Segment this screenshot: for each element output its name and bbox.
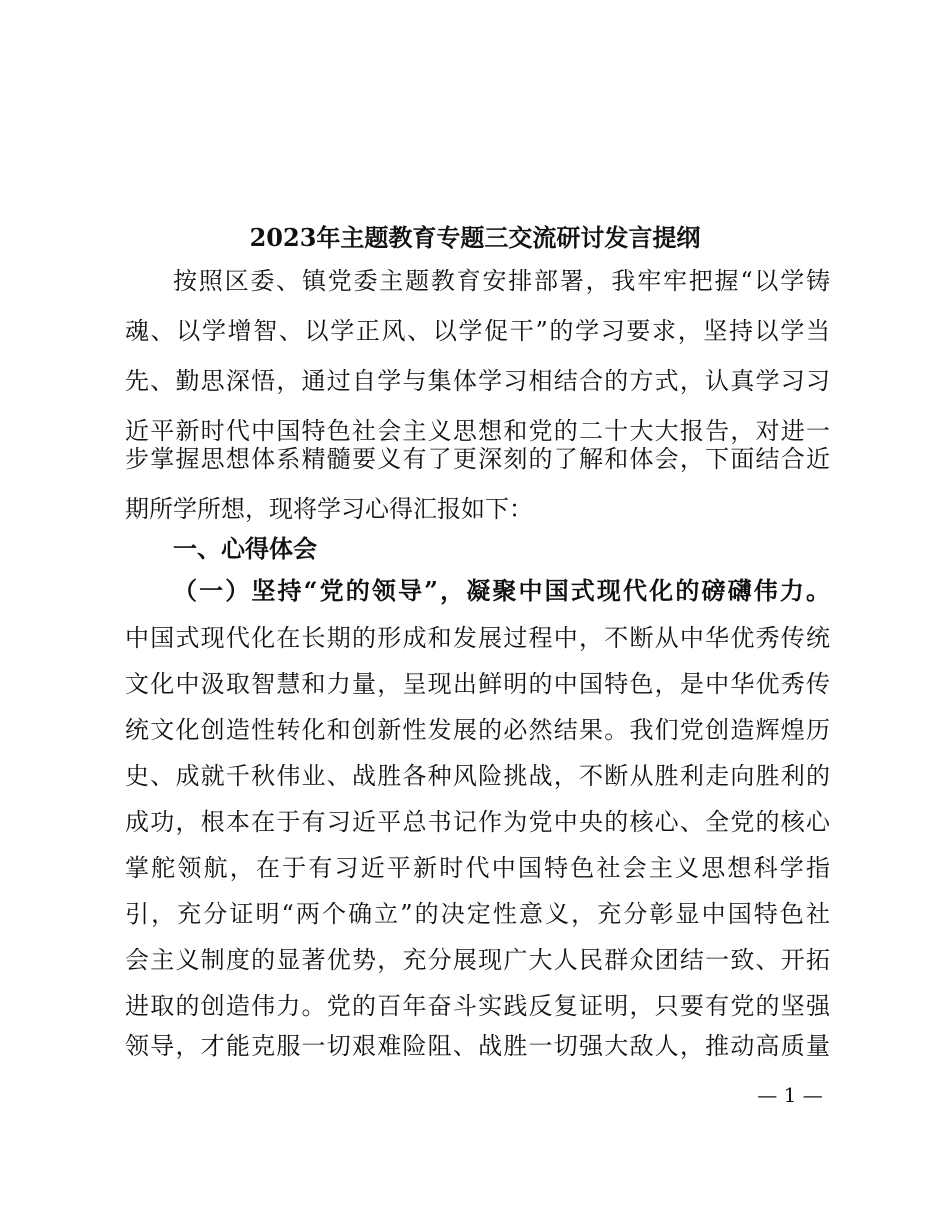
- intro-line: 魂、以学增智、以学正风、以学促干”的学习要求，坚持以学当: [125, 317, 830, 345]
- body-line: 统文化创造性转化和创新性发展的必然结果。我们党创造辉煌历: [125, 716, 830, 744]
- body-line: 史、成就千秋伟业、战胜各种风险挑战，不断从胜利走向胜利的: [125, 762, 830, 790]
- body-line: 领导，才能克服一切艰难险阻、战胜一切强大敌人，推动高质量: [125, 1032, 830, 1060]
- body-line: 掌舵领航，在于有习近平新时代中国特色社会主义思想科学指: [125, 854, 830, 882]
- document-title: 2023年主题教育专题三交流研讨发言提纲: [249, 223, 701, 252]
- section-heading: 一、心得体会: [173, 535, 317, 563]
- body-line: 成功，根本在于有习近平总书记作为党中央的核心、全党的核心: [125, 808, 830, 836]
- intro-line: 步掌握思想体系精髓要义有了更深刻的了解和体会，下面结合近: [125, 445, 830, 473]
- subsection-heading: （一）坚持“党的领导”，凝聚中国式现代化的磅礴伟力。: [173, 576, 830, 605]
- intro-line: 先、勤思深悟，通过自学与集体学习相结合的方式，认真学习习: [125, 367, 830, 395]
- intro-line: 近平新时代中国特色社会主义思想和党的二十大大报告，对进一: [125, 417, 830, 445]
- body-line: 引，充分证明“两个确立”的决定性意义，充分彰显中国特色社: [125, 900, 830, 928]
- page-number: — 1 —: [757, 1083, 823, 1107]
- body-line: 文化中汲取智慧和力量，呈现出鲜明的中国特色，是中华优秀传: [125, 670, 830, 698]
- intro-line: 按照区委、镇党委主题教育安排部署，我牢牢把握“以学铸: [173, 267, 830, 295]
- intro-line: 期所学所想，现将学习心得汇报如下：: [125, 495, 533, 523]
- body-line: 中国式现代化在长期的形成和发展过程中，不断从中华优秀传统: [125, 624, 830, 652]
- body-line: 进取的创造伟力。党的百年奋斗实践反复证明，只要有党的坚强: [125, 992, 830, 1020]
- body-line: 会主义制度的显著优势，充分展现广大人民群众团结一致、开拓: [125, 946, 830, 974]
